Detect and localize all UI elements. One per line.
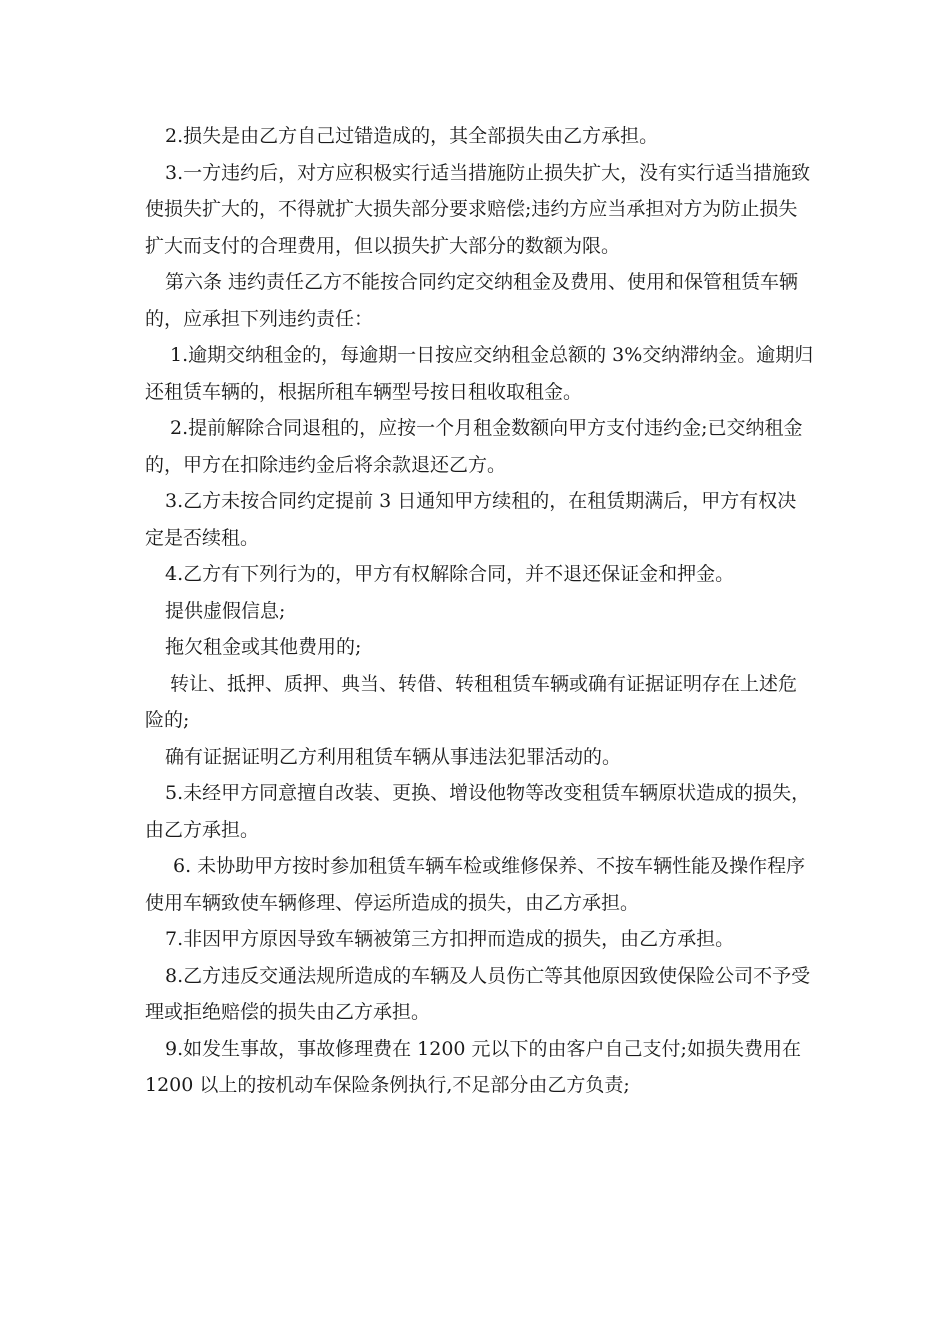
paragraph-item-2-early-termination: 2.提前解除合同退租的，应按一个月租金数额向甲方支付违约金;已交纳租金的，甲方在扣除违约金后将余款退还乙方。 (145, 417, 803, 476)
paragraph-item-7-seizure: 7.非因甲方原因导致车辆被第三方扣押而造成的损失，由乙方承担。 (165, 928, 735, 950)
document-body (145, 118, 815, 1104)
paragraph-clause-2-loss: 2.损失是由乙方自己过错造成的，其全部损失由乙方承担。 (165, 125, 659, 147)
paragraph-item-5-modification: 5.未经甲方同意擅自改装、更换、增设他物等改变租赁车辆原状造成的损失，由乙方承担。 (145, 782, 811, 841)
paragraph-item-9-accident: 9.如发生事故，事故修理费在 1200 元以下的由客户自己支付;如损失费用在 1200 以上的按机动车保险条例执行,不足部分由乙方负责; (145, 1037, 801, 1096)
paragraph-sub-illegal-use: 确有证据证明乙方利用租赁车辆从事违法犯罪活动的。 (165, 745, 622, 768)
paragraph-sub-false-info: 提供虚假信息; (165, 599, 286, 622)
paragraph-item-3-renewal: 3.乙方未按合同约定提前 3 日通知甲方续租的，在租赁期满后，甲方有权决定是否续租。 (145, 490, 797, 549)
paragraph-sub-transfer: 转让、抵押、质押、典当、转借、转租租赁车辆或确有证据证明存在上述危险的; (145, 672, 798, 731)
paragraph-article-6-heading: 第六条 违约责任乙方不能按合同约定交纳租金及费用、使用和保管租赁车辆的，应承担下列违约责任： (145, 271, 799, 330)
paragraph-item-8-traffic: 8.乙方违反交通法规所造成的车辆及人员伤亡等其他原因致使保险公司不予受理或拒绝赔偿的损失由乙方承担。 (145, 964, 811, 1023)
paragraph-clause-3-mitigation: 3.一方违约后，对方应积极实行适当措施防止损失扩大，没有实行适当措施致使损失扩大的，不得就扩大损失部分要求赔偿;违约方应当承担对方为防止损失扩大而支付的合理费用，但以损失扩大部分的数额为限。 (145, 161, 811, 257)
paragraph-item-6-inspection: 6. 未协助甲方按时参加租赁车辆车检或维修保养、不按车辆性能及操作程序使用车辆致使车辆修理、停运所造成的损失，由乙方承担。 (145, 855, 806, 914)
paragraph-item-4-termination: 4.乙方有下列行为的，甲方有权解除合同，并不退还保证金和押金。 (165, 563, 735, 585)
paragraph-item-1-late-rent: 1.逾期交纳租金的，每逾期一日按应交纳租金总额的 3%交纳滞纳金。逾期归还租赁车辆的，根据所租车辆型号按日租收取租金。 (145, 344, 814, 403)
paragraph-sub-arrears: 拖欠租金或其他费用的; (165, 636, 362, 658)
